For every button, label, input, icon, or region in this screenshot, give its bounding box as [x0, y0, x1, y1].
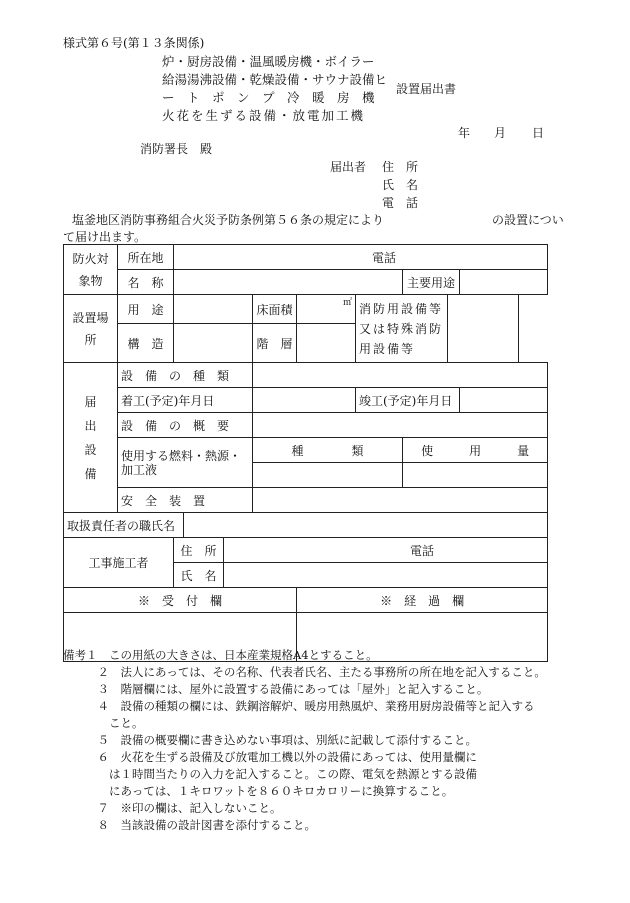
- name-label: 名 称: [118, 270, 174, 295]
- contractor-address-field[interactable]: [224, 538, 548, 563]
- contractor-phone-label: 電話: [410, 543, 435, 558]
- structure-label: 構 造: [118, 324, 174, 363]
- fire-equipment-field[interactable]: [448, 295, 519, 363]
- contractor-name-field[interactable]: [224, 563, 548, 588]
- note-line: 備考１ この用紙の大きさは、日本産業規格A4とすること。: [63, 648, 378, 662]
- use-label: 用 途: [118, 295, 174, 324]
- manager-label: 取扱責任者の職氏名: [64, 513, 184, 538]
- title-line-1: 炉・厨房設備・温風暖房機・ボイラー: [162, 54, 375, 69]
- date-year: 年: [458, 126, 471, 140]
- date-month: 月: [494, 126, 507, 140]
- contractor-label: 工事施工者: [64, 538, 174, 588]
- note-line: ７ ※印の欄は、記入しないこと。: [63, 801, 282, 815]
- fire-equipment-label: 消防用設備等又は特殊消防用設備等: [356, 295, 448, 363]
- floor-area-field[interactable]: [297, 295, 356, 324]
- applicant-label: 届出者: [330, 160, 367, 174]
- equip-type-label: 設 備 の 種 類: [118, 363, 253, 388]
- location-phone-label: 電話: [372, 250, 397, 265]
- structure-field[interactable]: [174, 324, 253, 363]
- note-line: ２ 法人にあっては、その名称、代表者氏名、主たる事務所の所在地を記入すること。: [63, 665, 546, 679]
- form-number: 様式第６号(第１３条関係): [63, 36, 205, 50]
- start-date-field[interactable]: [253, 388, 356, 413]
- floor-field[interactable]: [297, 324, 356, 363]
- note-line: ３ 階層欄には、屋外に設置する設備にあっては「屋外」と記入すること。: [63, 682, 489, 696]
- floor-area-label: 床面積: [253, 295, 297, 324]
- fuel-label: 使用する燃料・熱源・加工液: [118, 438, 253, 488]
- amount-field[interactable]: [403, 463, 548, 488]
- notes: [63, 647, 623, 834]
- note-line: ６ 火花を生ずる設備及び放電加工機以外の設備にあっては、使用量欄に: [63, 750, 477, 764]
- note-line: ５ 設備の概要欄に書き込めない事項は、別紙に記載して添付すること。: [63, 733, 477, 747]
- date-day: 日: [532, 126, 545, 140]
- title-line-3: ー ト ポ ン プ 冷 暖 房 機: [162, 90, 375, 105]
- sqm-unit: ㎡: [342, 298, 352, 308]
- contractor-name-label: 氏 名: [174, 563, 224, 588]
- title-suffix: 設置届出書: [396, 82, 457, 96]
- note-line: ８ 当該設備の設計図書を添付すること。: [63, 818, 316, 832]
- main-use-label: 主要用途: [403, 270, 460, 295]
- location-field[interactable]: [174, 245, 548, 270]
- safety-field[interactable]: [253, 488, 548, 513]
- kind-header: 種 類: [253, 438, 403, 463]
- start-date-label: 着工(予定)年月日: [118, 388, 253, 413]
- install-place-label: 設置場所: [64, 295, 118, 363]
- notif-equipment-label: 届出設備: [64, 363, 118, 513]
- notification-table: [63, 244, 548, 662]
- manager-field[interactable]: [184, 513, 548, 538]
- title-line-2: 給湯湯沸設備・乾燥設備・サウナ設備ヒ: [162, 72, 388, 87]
- addressee: 消防署長 殿: [140, 142, 213, 156]
- title-line-4: 火花を生ずる設備・放電加工機: [162, 108, 366, 123]
- note-line: は１時間当たりの入力を記入すること。この際、電気を熱源とする設備: [63, 767, 477, 781]
- applicant-phone: 電 話: [382, 196, 419, 210]
- statement-line-1: 塩釜地区消防事務組合火災予防条例第５６条の規定により: [72, 213, 385, 227]
- safety-label: 安 全 装 置: [118, 488, 253, 513]
- equip-overview-field[interactable]: [253, 413, 548, 438]
- kind-field[interactable]: [253, 463, 403, 488]
- note-line: にあっては、１キロワットを８６０キロカロリーに換算すること。: [63, 784, 454, 798]
- progress-header: ※ 経 過 欄: [297, 588, 548, 613]
- use-field[interactable]: [174, 295, 253, 324]
- main-use-field[interactable]: [460, 270, 548, 295]
- applicant-address: 住 所: [382, 160, 419, 174]
- reception-header: ※ 受 付 欄: [64, 588, 297, 613]
- amount-header: 使 用 量: [403, 438, 548, 463]
- contractor-address-label: 住 所: [174, 538, 224, 563]
- note-line: ４ 設備の種類の欄には、鉄鋼溶解炉、暖房用熱風炉、業務用厨房設備等と記入する: [63, 699, 535, 713]
- note-line: こと。: [63, 716, 144, 730]
- statement-tail: の設置につい: [492, 213, 564, 227]
- fire-target-label: 防火対象物: [64, 245, 118, 295]
- name-field[interactable]: [174, 270, 403, 295]
- location-label: 所在地: [118, 245, 174, 270]
- complete-date-label: 竣工(予定)年月日: [356, 388, 460, 413]
- floor-label: 階 層: [253, 324, 297, 363]
- statement-line-2: て届け出ます。: [63, 230, 147, 244]
- equip-overview-label: 設 備 の 概 要: [118, 413, 253, 438]
- equip-type-field[interactable]: [253, 363, 548, 388]
- complete-date-field[interactable]: [460, 388, 548, 413]
- applicant-name: 氏 名: [382, 178, 419, 192]
